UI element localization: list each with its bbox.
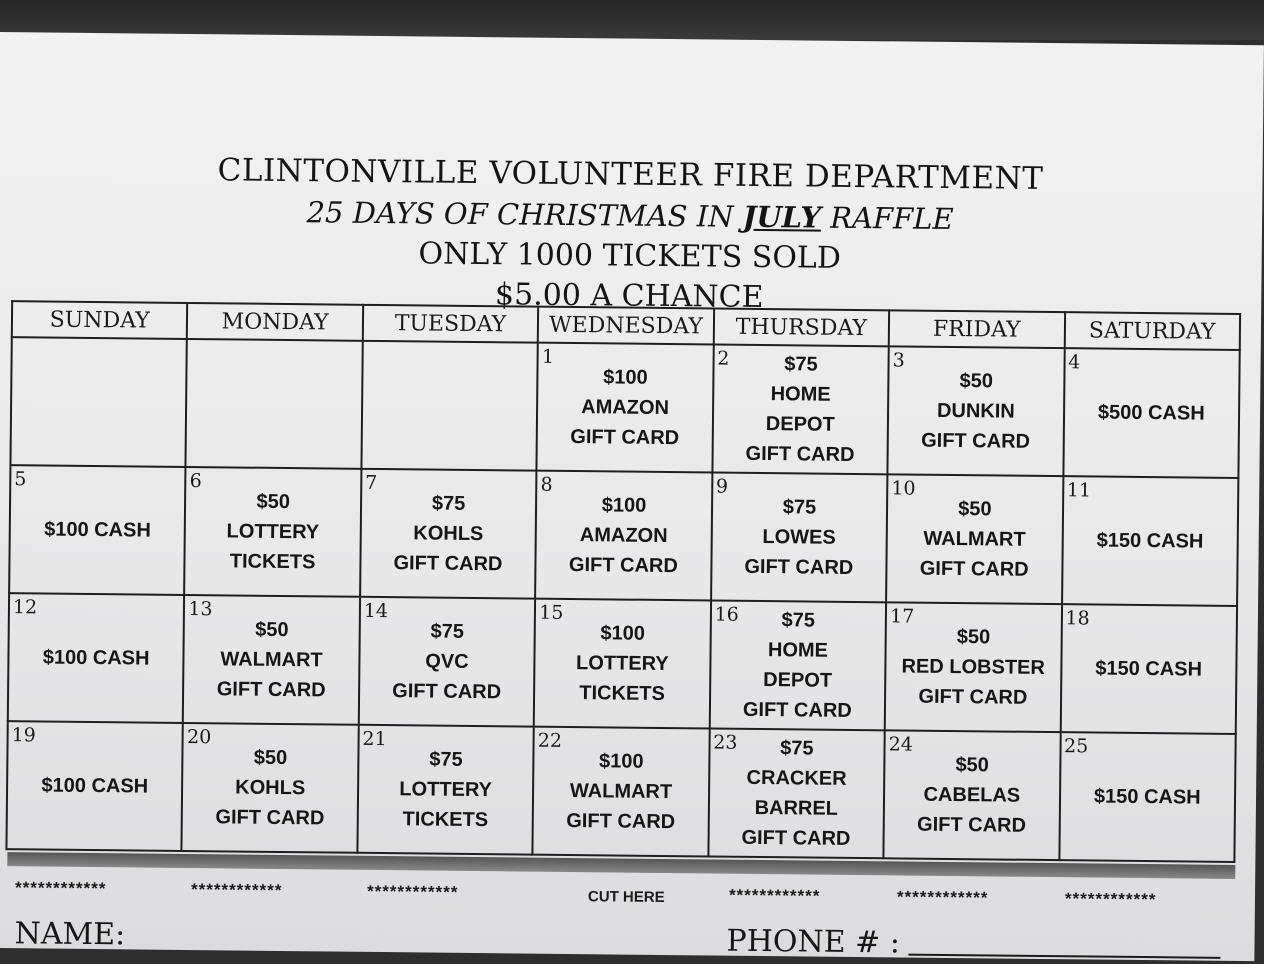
day-number: 25 [1063, 735, 1089, 758]
prize-text: $100 WALMART GIFT CARD [566, 750, 676, 834]
day-number: 11 [1066, 479, 1092, 502]
prize-text: $50 CABELAS GIFT CARD [917, 754, 1027, 837]
calendar-day-cell [182, 723, 359, 853]
prize-text [189, 403, 360, 405]
weekday-saturday: SATURDAY [1064, 312, 1240, 350]
day-number: 5 [14, 468, 27, 491]
ticket-limit: ONLY 1000 TICKETS SOLD [418, 236, 842, 276]
cut-stars-3: ************ [366, 881, 459, 902]
calendar-day-cell [359, 597, 536, 727]
calendar-day-cell [361, 341, 538, 471]
day-number: 6 [189, 470, 202, 493]
calendar-day-cell [10, 337, 187, 467]
prize-text: $100 CASH [42, 646, 150, 670]
prize-text: $50 DUNKIN GIFT CARD [921, 370, 1031, 453]
calendar-day-cell [888, 346, 1065, 476]
calendar-day-cell [711, 472, 888, 602]
phone-label: PHONE # : [726, 923, 901, 961]
prize-text: $75 QVC GIFT CARD [392, 620, 502, 704]
calendar-day-cell [708, 728, 885, 858]
calendar-week-row [9, 465, 1238, 606]
weekday-friday: FRIDAY [889, 310, 1065, 348]
day-number: 22 [537, 729, 563, 752]
day-number: 9 [715, 475, 729, 498]
prize-text: $75 KOHLS GIFT CARD [393, 492, 503, 576]
calendar-day-cell [9, 465, 186, 595]
day-number: 18 [1065, 607, 1090, 630]
calendar-day-cell [537, 343, 714, 473]
calendar-day-cell [535, 471, 712, 601]
day-number: 20 [186, 725, 212, 749]
prize-text: $100 AMAZON GIFT CARD [568, 494, 678, 578]
day-number: 2 [717, 347, 730, 370]
prize-text: $100 CASH [44, 518, 151, 542]
day-number: 17 [889, 605, 915, 628]
day-number: 7 [365, 471, 378, 494]
day-number: 13 [188, 598, 213, 621]
calendar-day-cell [360, 469, 537, 599]
calendar-day-cell [186, 339, 363, 469]
day-number: 24 [888, 733, 913, 756]
cut-stars-4: ************ [728, 885, 821, 906]
weekday-wednesday: WEDNESDAY [538, 307, 714, 345]
name-label: NAME: [14, 916, 126, 953]
calendar-day-cell [1062, 476, 1239, 606]
prize-text: $50 WALMART GIFT CARD [216, 618, 326, 702]
prize-text [364, 405, 535, 407]
prize-text: $150 CASH [1093, 785, 1201, 809]
weekday-sunday: SUNDAY [12, 301, 188, 339]
day-number: 16 [714, 603, 739, 626]
phone-write-line [908, 954, 1220, 959]
cut-here-label: CUT HERE [587, 888, 665, 907]
calendar-day-cell [534, 599, 711, 729]
calendar-day-cell [1060, 604, 1237, 734]
prize-text: $100 AMAZON GIFT CARD [570, 366, 680, 450]
prize-text: $50 LOTTERY TICKETS [226, 490, 320, 574]
calendar-day-cell [712, 344, 889, 474]
raffle-calendar [5, 300, 1241, 863]
calendar-day-cell [886, 474, 1063, 604]
calendar-day-cell [185, 467, 362, 597]
day-number: 21 [362, 727, 387, 751]
subtitle-emphasis: JULY [742, 199, 822, 235]
day-number: 4 [1068, 351, 1081, 374]
prize-text: $500 CASH [1097, 401, 1205, 425]
day-number: 12 [12, 596, 38, 619]
weekday-tuesday: TUESDAY [363, 305, 539, 343]
prize-text: $75 CRACKER BARREL GIFT CARD [741, 737, 851, 850]
prize-text: $100 LOTTERY TICKETS [575, 622, 669, 705]
day-number: 15 [539, 601, 564, 624]
calendar-week-row [6, 721, 1235, 862]
prize-text: $100 CASH [41, 774, 149, 798]
calendar-day-cell [357, 725, 534, 855]
cut-stars-1: ************ [14, 878, 107, 899]
prize-text: $75 HOME DEPOT GIFT CARD [742, 609, 852, 722]
department-title: CLINTONVILLE VOLUNTEER FIRE DEPARTMENT [217, 152, 1044, 197]
cut-stars-5: ************ [896, 887, 989, 908]
weekday-thursday: THURSDAY [713, 308, 889, 346]
raffle-flyer [0, 32, 1264, 961]
prize-text: $50 RED LOBSTER GIFT CARD [901, 626, 1045, 709]
day-number: 1 [541, 345, 555, 368]
prize-text: $50 WALMART GIFT CARD [919, 498, 1029, 581]
calendar-day-cell [6, 721, 183, 851]
day-number: 19 [11, 724, 36, 747]
calendar-day-cell [885, 602, 1062, 732]
calendar-day-cell [1059, 732, 1236, 862]
calendar-day-cell [709, 600, 886, 730]
weekday-monday: MONDAY [187, 303, 363, 341]
ticket-price: $5.00 A CHANCE [494, 277, 764, 316]
calendar-day-cell [8, 593, 185, 723]
calendar-day-cell [1063, 348, 1240, 478]
prize-text: $75 LOWES GIFT CARD [744, 496, 854, 579]
prize-text: $75 LOTTERY TICKETS [399, 748, 493, 832]
calendar-day-cell [884, 730, 1061, 860]
prize-text: $75 HOME DEPOT GIFT CARD [745, 353, 855, 466]
day-number: 8 [540, 473, 553, 496]
cut-stars-2: ************ [190, 880, 283, 901]
calendar-day-cell [533, 727, 710, 857]
subtitle-post: RAFFLE [820, 200, 954, 236]
calendar-week-row [8, 593, 1237, 734]
calendar-week-row [10, 337, 1239, 478]
cut-stars-6: ************ [1064, 889, 1157, 910]
prize-text: $150 CASH [1095, 657, 1203, 681]
day-number: 23 [713, 731, 738, 754]
prize-text: $50 KOHLS GIFT CARD [215, 746, 325, 830]
subtitle-pre: 25 DAYS OF CHRISTMAS IN [306, 195, 743, 234]
day-number: 3 [892, 349, 905, 372]
day-number: 10 [891, 477, 916, 500]
raffle-subtitle [0, 192, 1262, 239]
prize-text [13, 401, 184, 403]
calendar-day-cell [183, 595, 360, 725]
calendar-body [6, 337, 1239, 862]
day-number: 14 [363, 599, 389, 623]
prize-text: $150 CASH [1096, 529, 1204, 553]
